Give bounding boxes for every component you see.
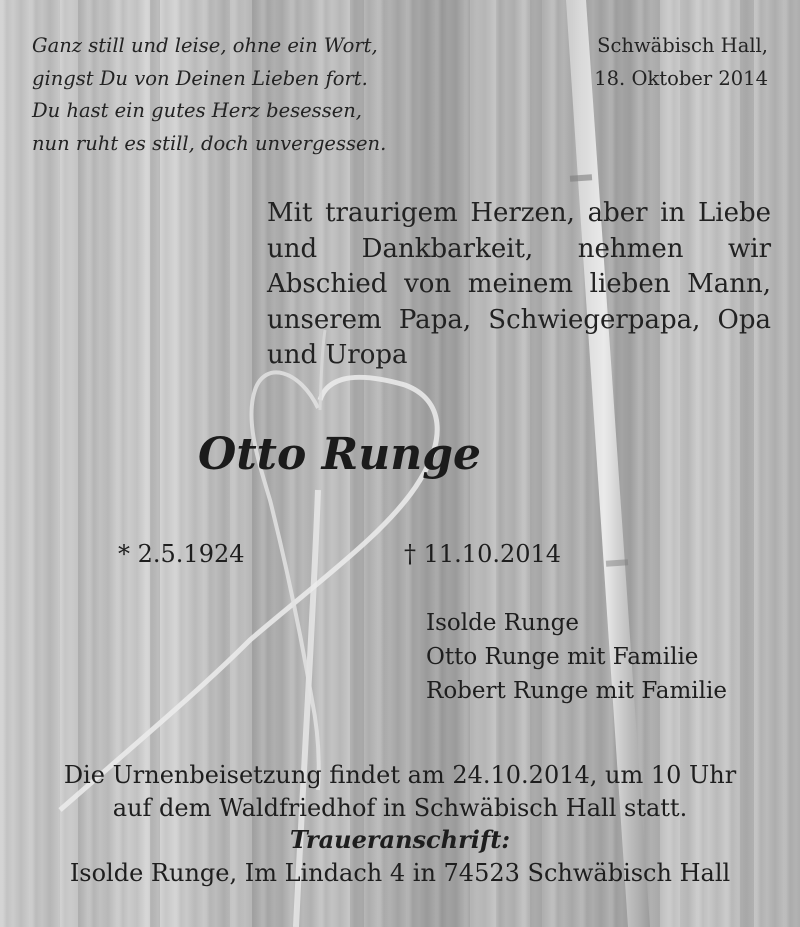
poem-line: gingst Du von Deinen Lieben fort. bbox=[32, 66, 368, 90]
poem-line: nun ruht es still, doch unvergessen. bbox=[32, 131, 387, 155]
funeral-info bbox=[0, 759, 800, 889]
memorial-poem bbox=[32, 30, 386, 160]
burial-line: auf dem Waldfriedhof in Schwäbisch Hall statt. bbox=[112, 793, 688, 822]
burial-line: Die Urnenbeisetzung findet am 24.10.2014, um 10 Uhr bbox=[63, 761, 737, 789]
address-heading: Traueranschrift: bbox=[289, 825, 511, 854]
mourner: Robert Runge mit Familie bbox=[426, 678, 727, 704]
mourner: Otto Runge mit Familie bbox=[426, 644, 699, 670]
place: Schwäbisch Hall, bbox=[597, 34, 768, 57]
place-and-date bbox=[594, 30, 768, 95]
date: 18. Oktober 2014 bbox=[594, 66, 768, 90]
mourner: Isolde Runge bbox=[426, 610, 580, 636]
mourning-address: Isolde Runge, Im Lindach 4 in 74523 Schwäbisch Hall bbox=[69, 858, 731, 887]
poem-line: Du hast ein gutes Herz besessen, bbox=[32, 99, 362, 122]
birth-date: * 2.5.1924 bbox=[118, 540, 245, 568]
deceased-name: Otto Runge bbox=[198, 429, 481, 480]
death-date: † 11.10.2014 bbox=[404, 540, 562, 568]
poem-line: Ganz still und leise, ohne ein Wort, bbox=[32, 34, 378, 57]
intro-text: Mit traurigem Herzen, aber in Liebe und Dankbarkeit, nehmen wir Abschied von meinem lieben Mann, unserem Papa, Schwiegerpapa, Opa und Uropa bbox=[267, 198, 771, 370]
mourners-list bbox=[426, 606, 727, 708]
